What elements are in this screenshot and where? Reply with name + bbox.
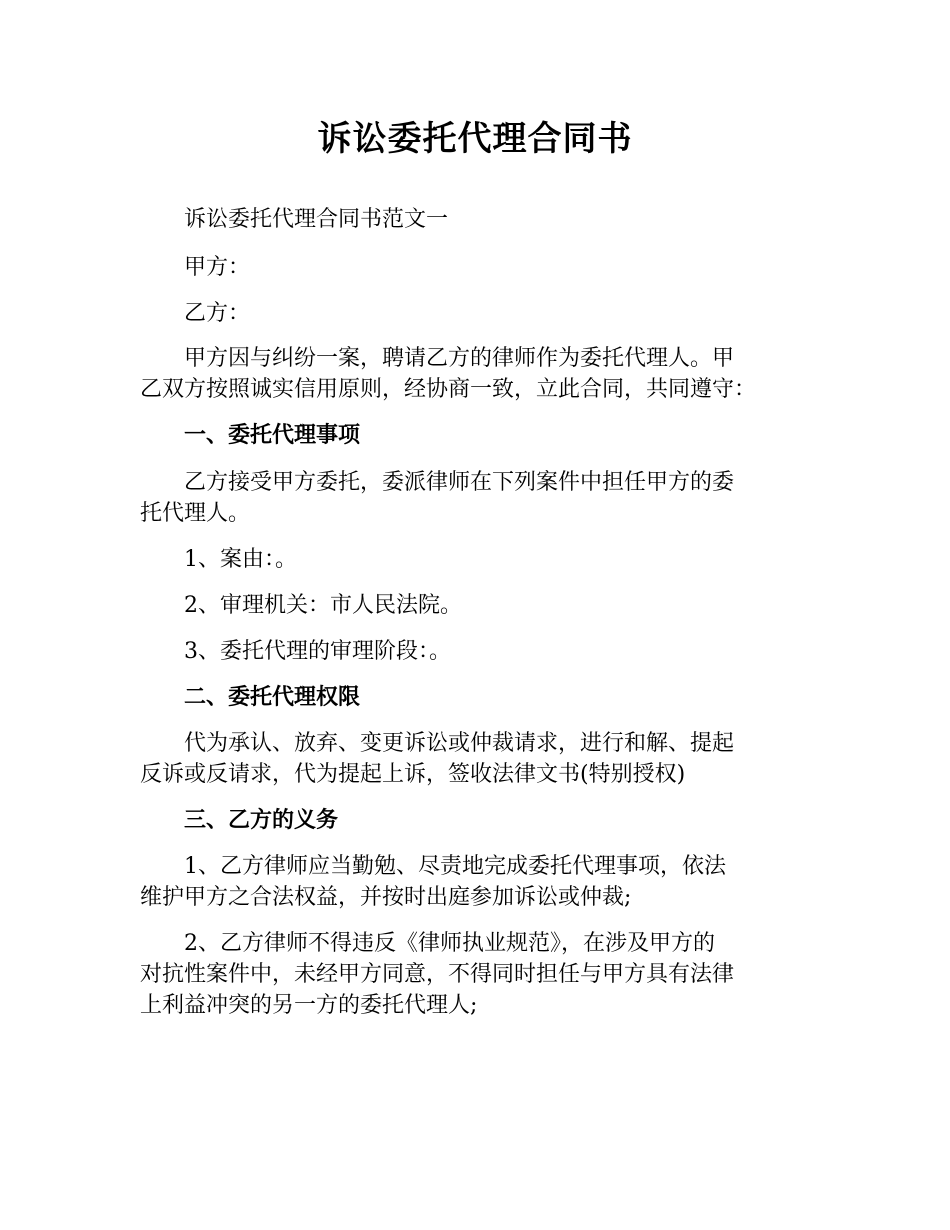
- document-title: 诉讼委托代理合同书: [317, 119, 633, 159]
- section-heading-2: 二、委托代理权限: [184, 685, 361, 710]
- intro-paragraph: 甲方因与纠纷一案，聘请乙方的律师作为委托代理人。甲 乙双方按照诚实信用原则，经协商一致，立此合同，共同遵守：: [140, 346, 757, 402]
- section-2-body: 代为承认、放弃、变更诉讼或仲裁请求，进行和解、提起 反诉或反请求，代为提起上诉，签收法律文书(特别授权): [140, 731, 735, 787]
- section-1-body: 乙方接受甲方委托，委派律师在下列案件中担任甲方的委 托代理人。: [140, 470, 735, 526]
- party-b-label: 乙方：: [184, 301, 251, 326]
- section-1-item-3: 3、委托代理的审理阶段：。: [184, 639, 451, 664]
- section-3-item-1: 1、乙方律师应当勤勉、尽责地完成委托代理事项，依法 维护甲方之合法权益，并按时出庭参加诉讼或仲裁;: [140, 854, 726, 910]
- section-1-item-2: 2、审理机关：市人民法院。: [184, 593, 462, 618]
- party-a-label: 甲方：: [184, 255, 251, 280]
- section-3-item-2: 2、乙方律师不得违反《律师执业规范》，在涉及甲方的 对抗性案件中，未经甲方同意，不得同时担任与甲方具有法律 上利益冲突的另一方的委托代理人;: [140, 931, 735, 1018]
- section-heading-1: 一、委托代理事项: [184, 423, 361, 448]
- section-1-item-1: 1、案由：。: [184, 547, 297, 572]
- document-subtitle: 诉讼委托代理合同书范文一: [184, 207, 449, 232]
- section-heading-3: 三、乙方的义务: [184, 808, 339, 833]
